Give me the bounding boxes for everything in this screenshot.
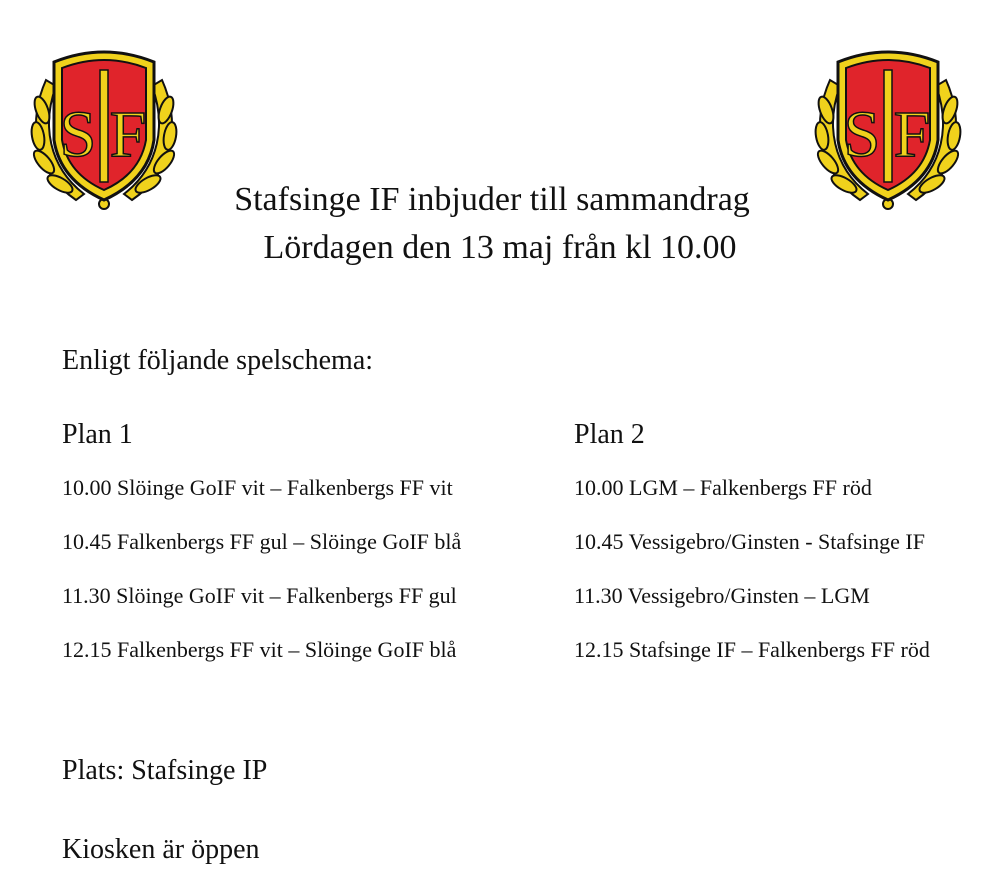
plan-title: Plan 1 [62,419,133,450]
svg-text:F: F [893,98,931,171]
invitation-title: Stafsinge IF inbjuder till sammandrag [234,181,750,218]
plan-title: Plan 2 [574,419,645,450]
match-item: 11.30 Vessigebro/Ginsten – LGM [574,583,870,608]
plan-1-schedule [62,418,502,690]
svg-text:S: S [843,98,881,171]
match-item: 10.45 Vessigebro/Ginsten - Stafsinge IF [574,529,925,554]
plan-2-schedule [574,418,1000,690]
match-item: 10.00 Slöinge GoIF vit – Falkenbergs FF vit [62,475,453,500]
svg-text:F: F [109,98,147,171]
match-item: 12.15 Falkenbergs FF vit – Slöinge GoIF blå [62,637,457,662]
svg-text:S: S [59,98,97,171]
kiosk-text: Kiosken är öppen [62,834,260,865]
venue-text: Plats: Stafsinge IP [62,755,268,786]
schedule-intro: Enligt följande spelschema: [62,345,374,376]
match-item: 10.45 Falkenbergs FF gul – Slöinge GoIF blå [62,529,462,554]
match-item: 10.00 LGM – Falkenbergs FF röd [574,475,872,500]
match-item: 12.15 Stafsinge IF – Falkenbergs FF röd [574,637,930,662]
event-date: Lördagen den 13 maj från kl 10.00 [263,229,737,266]
match-item: 11.30 Slöinge GoIF vit – Falkenbergs FF gul [62,583,457,608]
